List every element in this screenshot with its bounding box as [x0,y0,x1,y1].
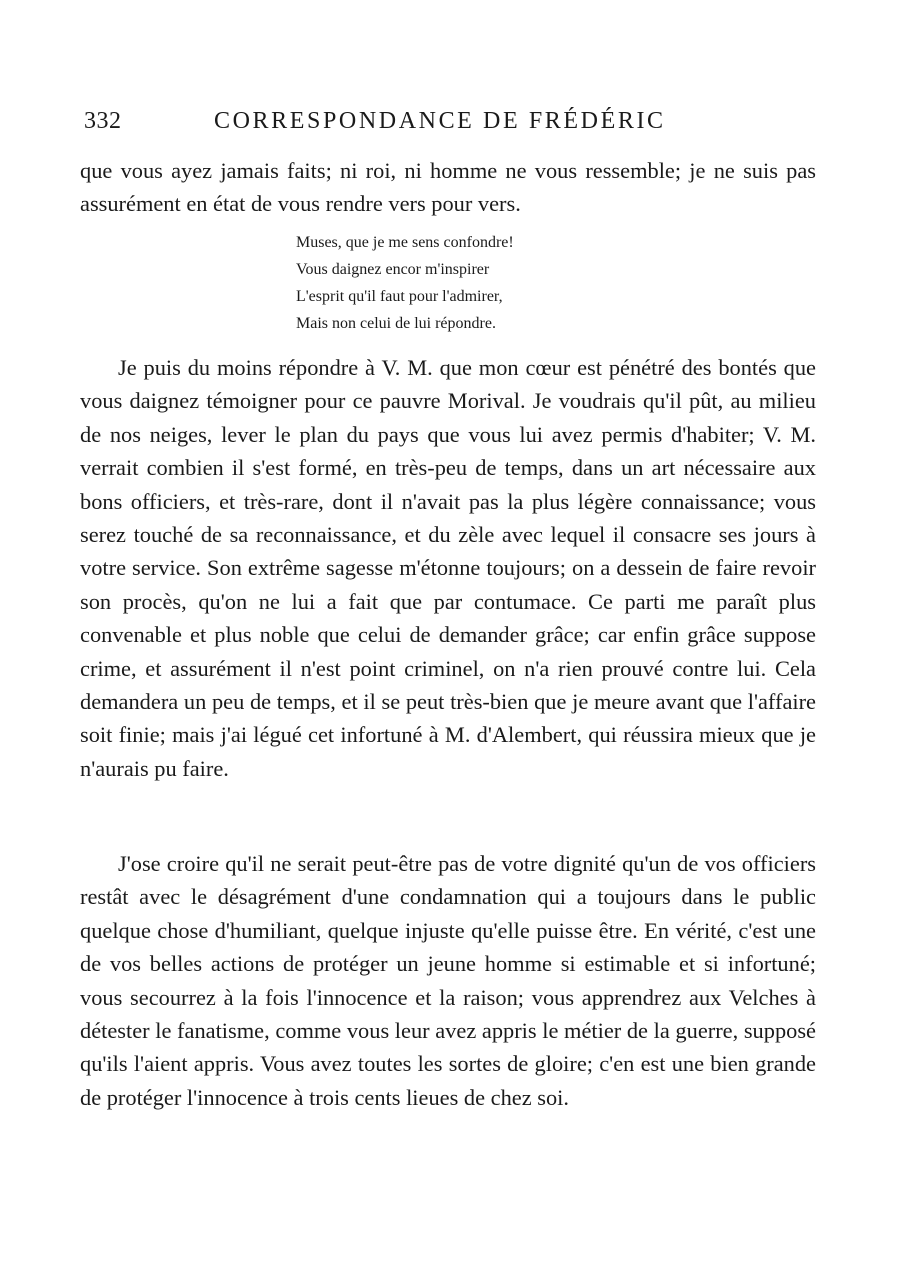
verse-line: L'esprit qu'il faut pour l'admirer, [296,288,503,305]
page-number: 332 [84,108,122,134]
running-head [84,108,814,138]
body-paragraph: J'ose croire qu'il ne serait peut-être pas de votre dignité qu'un de vos officiers restât avec le désagrément d'une condamnation qui a toujours dans le public quelque chose d'humiliant, quelque injuste qu'elle puisse être. En vérité, c'est une de vos belles actions de protéger un jeune homme si estimable et si infortuné; vous secourrez à la fois l'innocence et la raison; vous apprendrez aux Velches à détester le fanatisme, comme vous leur avez appris le métier de la guerre, supposé qu'ils l'aient appris. Vous avez toutes les sortes de gloire; c'en est une bien grande de protéger l'innocence à trois cents lieues de chez soi. [80,851,816,1110]
verse-line: Vous daignez encor m'inspirer [296,261,490,278]
verse-line: Mais non celui de lui répondre. [296,315,496,332]
running-title: CORRESPONDANCE DE FRÉDÉRIC [214,108,666,134]
verse-stanza [296,229,514,337]
body-paragraph: Je puis du moins répondre à V. M. que mon cœur est pénétré des bontés que vous daignez témoigner pour ce pauvre Morival. Je voudrais qu'il pût, au milieu de nos neiges, lever le plan du pays que vous lui avez permis d'habiter; V. M. verrait combien il s'est formé, en très-peu de temps, dans un art nécessaire aux bons officiers, et très-rare, dont il n'avait pas la plus légère connaissance; vous serez touché de sa reconnaissance, et du zèle avec lequel il consacre ses jours à votre service. Son extrême sagesse m'étonne toujours; on a dessein de faire revoir son procès, qu'on ne lui a fait que par contumace. Ce parti me paraît plus convenable et plus noble que celui de demander grâce; car enfin grâce suppose crime, et assurément il n'est point criminel, on n'a rien prouvé contre lui. Cela demandera un peu de temps, et il se peut très-bien que je meure avant que l'affaire soit finie; mais j'ai légué cet infortuné à M. d'Alembert, qui réussira mieux que je n'aurais pu faire. [80,355,816,781]
verse-line: Muses, que je me sens confondre! [296,234,514,251]
intro-paragraph: que vous ayez jamais faits; ni roi, ni homme ne vous ressemble; je ne suis pas assurément en état de vous rendre vers pour vers. [80,158,816,217]
